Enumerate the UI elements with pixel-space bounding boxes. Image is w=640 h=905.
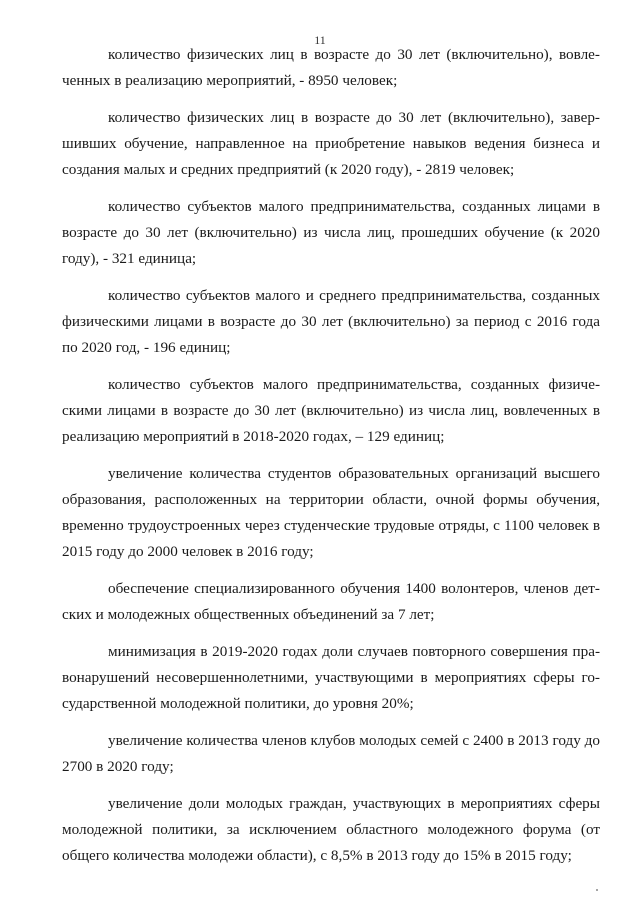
paragraph-4: количество субъектов малого и среднего предпринимательства, созданных физическими лицами в возрасте до 30 лет (включительно) за период с 2016 года по 2020 год, - 196 единиц; <box>62 287 600 356</box>
document-body <box>62 42 600 869</box>
paragraph-7: обеспечение специализированного обучения 1400 волонтеров, членов дет-ских и молодежных общественных объединений за 7 лет; <box>62 580 600 623</box>
paragraph-1: количество физических лиц в возрасте до 30 лет (включительно), вовле-ченных в реализацию мероприятий, - 8950 человек; <box>62 46 600 89</box>
scan-speck <box>596 889 598 891</box>
paragraph-5: количество субъектов малого предпринимательства, созданных физиче-скими лицами в возрасте до 30 лет (включительно) из числа лиц, вовлеченных в реализацию мероприятий в 2018-2020 годах, – 129 единиц; <box>62 376 600 445</box>
page-number: 11 <box>314 33 326 47</box>
paragraph-9: увеличение количества членов клубов молодых семей с 2400 в 2013 году до 2700 в 2020 году; <box>62 732 600 775</box>
paragraph-8: минимизация в 2019-2020 годах доли случаев повторного совершения пра-вонарушений несовершеннолетними, участвующими в мероприятиях сферы го-сударственной молодежной политики, до уровня 20%; <box>62 643 600 712</box>
paragraph-10: увеличение доли молодых граждан, участвующих в мероприятиях сферы молодежной политики, за исключением областного молодежного форума (от общего количества молодежи области), с 8,5% в 2013 году до 15% в 2015 году; <box>62 795 600 864</box>
paragraph-6: увеличение количества студентов образовательных организаций высшего образования, расположенных на территории области, очной формы обучения, временно трудоустроенных через студенческие трудовые отряды, с 1100 человек в 2015 году до 2000 человек в 2016 году; <box>62 465 600 560</box>
paragraph-2: количество физических лиц в возрасте до 30 лет (включительно), завер-шивших обучение, направленное на приобретение навыков ведения бизнеса и создания малых и средних предприятий (к 2020 году), - 2819 человек; <box>62 109 600 178</box>
paragraph-3: количество субъектов малого предпринимательства, созданных лицами в возрасте до 30 лет (включительно) из числа лиц, прошедших обучение (к 2020 году), - 321 единица; <box>62 198 600 267</box>
